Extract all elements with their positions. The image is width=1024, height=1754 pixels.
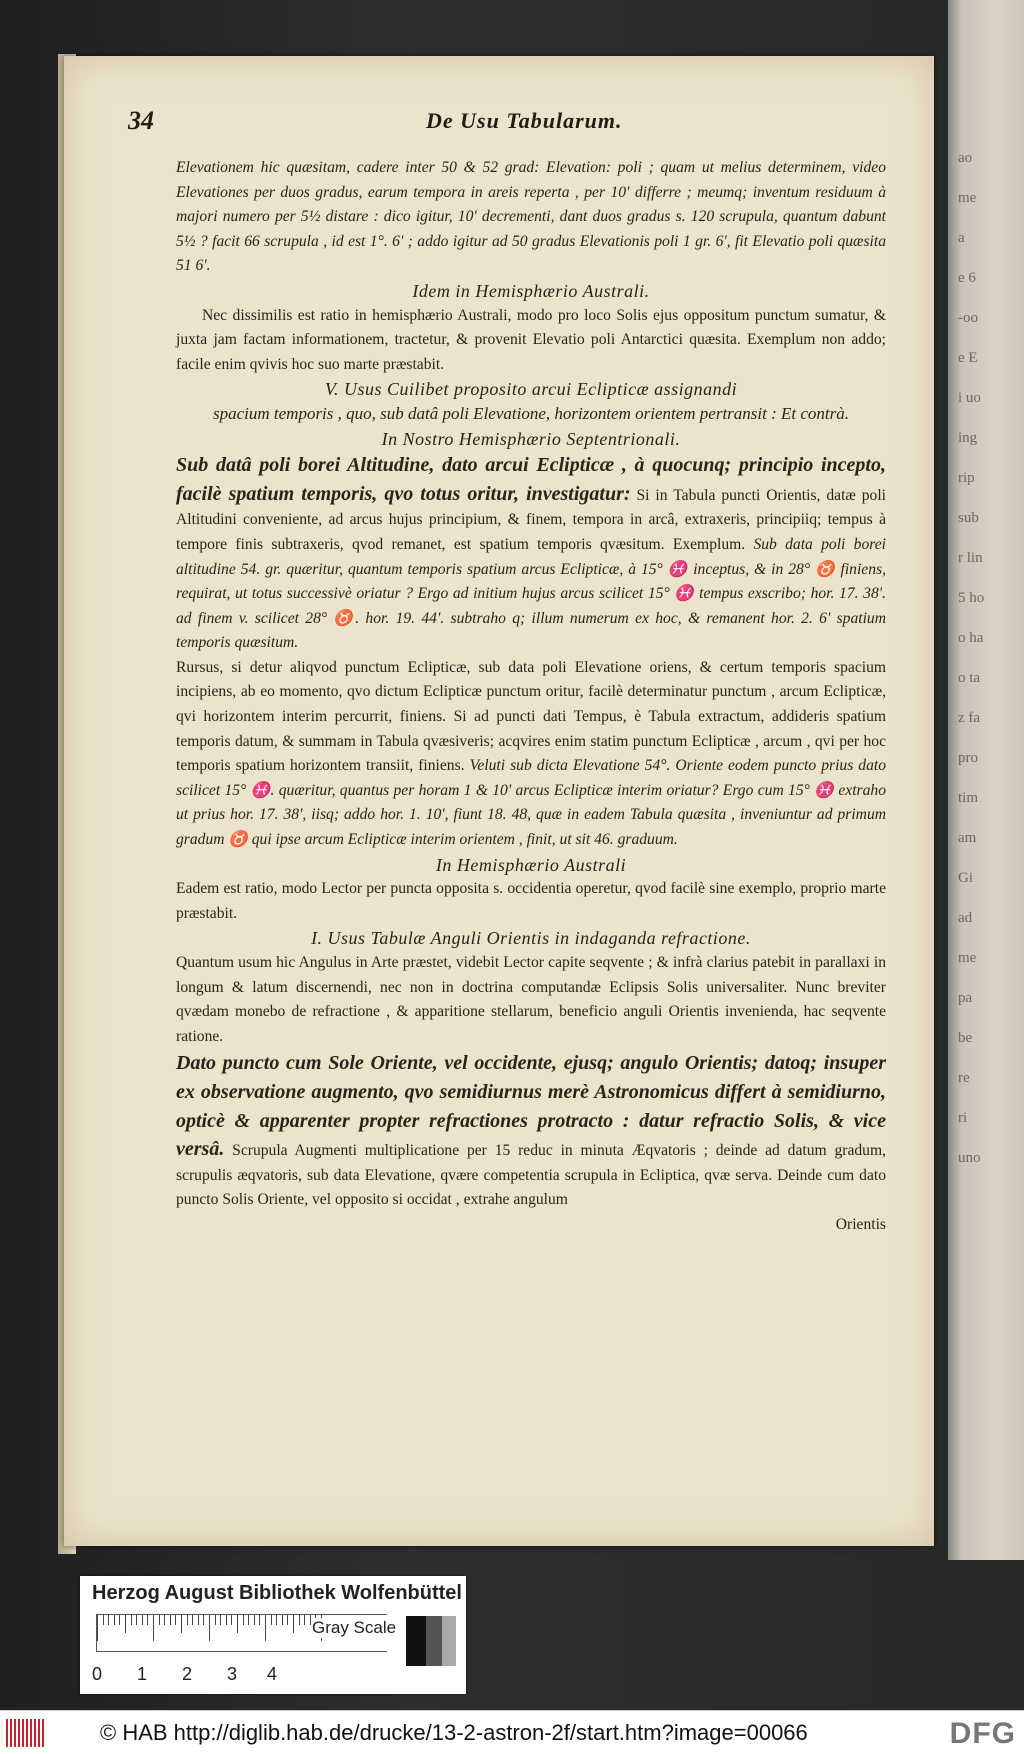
facing-page-text: ad [958, 910, 973, 926]
ruler-tick [265, 1615, 266, 1641]
ruler-tick [97, 1615, 98, 1641]
library-name: Herzog August Bibliothek Wolfenbüttel [92, 1582, 462, 1604]
heading-usus-v: V. Usus Cuilibet proposito arcui Eclipticæ assignandi [324, 379, 738, 400]
ruler-tick [147, 1615, 148, 1625]
facing-page-text: 5 ho [958, 590, 985, 606]
page-text [176, 156, 886, 1238]
facing-page-text: uno [958, 1150, 981, 1166]
rule-example: Sub data poli borei altitudine 54. gr. quæritur, quantum temporis spatium arcus Eclipticæ, à 15° ♓ inceptus, & in 28° ♉ finiens, requirat, ut totus successivè oriatur ? Ergo ad initium hujus arcus scilicet 15° ♓ tempus exscribo; hor. 17. 38'. ad finem v. scilicet 28° ♉. hor. 19. 44'. subtraho q; illum numerum ex hoc, & remanent hor. 2. 6' spatium temporis quæsitum. [176, 535, 887, 652]
paragraph-quantum: Quantum usum hic Angulus in Arte præstet, videbit Lector capite seqvente ; & infrà clarius patebit in parallaxi in longum & latum discernendi, nec non in doctrina computandæ Eclipsis Solis universaliter. Nunc breviter qvædam monebo de refractione , & apparitione stellarum, beneficio anguli Orientis invenienda, hac seqvente ratione. [176, 954, 886, 1045]
ruler-tick [276, 1615, 277, 1625]
heading-hemisphere-australi: Idem in Hemisphærio Australi. [412, 280, 650, 301]
ruler-tick [187, 1615, 188, 1625]
color-scale-card [80, 1576, 466, 1694]
ruler-number: 3 [227, 1664, 238, 1684]
ruler-tick [282, 1615, 283, 1625]
facing-page-text: o ta [958, 670, 981, 686]
ruler-tick [271, 1615, 272, 1625]
dfg-logo: DFG [949, 1717, 1016, 1750]
ruler-tick [175, 1615, 176, 1625]
facing-page-text: am [958, 830, 977, 846]
ruler-tick [209, 1615, 210, 1641]
facing-page-text: ri [958, 1110, 968, 1126]
facing-page-text: me [958, 190, 977, 206]
refraction-rule: Dato puncto cum Sole Oriente, vel occidente, ejusq; angulo Orientis; datoq; insuper ex observatione augmento, qvo semidiurnus merè Astronomicus differt à semidiurno, opticè & apparenter propter refractiones protracto : datur refractio Solis, & vice versâ. [176, 1052, 886, 1161]
facing-page-text: me [958, 950, 977, 966]
facing-page-edge [948, 0, 1024, 1560]
facing-page-text: sub [958, 510, 979, 526]
footer-bar [0, 1710, 1024, 1754]
page-number: 34 [128, 106, 154, 135]
ruler-tick [237, 1615, 238, 1633]
facing-page-text: Gi [958, 870, 973, 886]
heading-usus-i: I. Usus Tabulæ Anguli Orientis in indaganda refractione. [311, 928, 751, 949]
ruler-tick [293, 1615, 294, 1633]
facing-page-text: o ha [958, 630, 984, 646]
ruler-tick [198, 1615, 199, 1625]
ruler-tick [259, 1615, 260, 1625]
facing-page-text: a [958, 230, 965, 246]
ruler-tick [203, 1615, 204, 1625]
facing-page-text: rip [958, 470, 975, 486]
ruler-tick [153, 1615, 154, 1641]
paragraph-elevation-example: Elevationem hic quæsitam, cadere inter 50 & 52 grad: Elevation: poli ; quam ut melius determinem, video Elevationes per duos gradus, earum tempora in areis reperta , per 10' differre ; meumq; inventum residuum à majori numero per 5½ distare : dico igitur, 10' decrementi, dant duos gradus s. 120 scrupula, quantum dabunt 5½ ? facit 66 scrupula , id est 1°. 6' ; addo igitur ad 50 gradus Elevationis poli 1 gr. 6', fit Elevatio poli quæsita 51 6'. [176, 159, 886, 275]
heading-usus-v-cont: spacium temporis , quo, sub datâ poli Elevatione, horizontem orientem pertransit : Et contrà. [212, 403, 850, 423]
ruler-tick [287, 1615, 288, 1625]
ruler-tick [304, 1615, 305, 1625]
ruler-tick [231, 1615, 232, 1625]
ruler-tick [170, 1615, 171, 1625]
refraction-method: Scrupula Augmenti multiplicatione per 15 reduc in minuta Æqvatoris ; deinde ad datum gradum, scrupulis æqvatoris, sub data Elevatione, qvære competentia scrupula in Ecliptica, qvæ serva. Deinde cum dato puncto Solis Oriente, vel opposito si occidat , extrahe angulum [176, 1142, 886, 1209]
facing-page-text: pa [958, 990, 973, 1006]
facing-page-text: tim [958, 790, 979, 806]
barcode-icon [6, 1719, 46, 1747]
paragraph-australi: Nec dissimilis est ratio in hemisphærio Australi, modo pro loco Solis ejus oppositum punctum sumatur, & juxta jam factam informationem, tractetur, & provenit Elevatio poli Antarctici quæsita. Exemplum non addo; facile enim qvivis hoc suo marte præstabit. [176, 306, 886, 373]
ruler-tick [159, 1615, 160, 1625]
paragraph-rursus [176, 656, 886, 853]
facing-page-text: pro [958, 750, 978, 766]
gray-scale-label: Gray Scale [312, 1618, 397, 1637]
running-head: De Usu Tabularum. [426, 108, 623, 133]
source-url[interactable]: © HAB http://diglib.hab.de/drucke/13-2-astron-2f/start.htm?image=00066 [100, 1720, 808, 1745]
gray-swatch-light [442, 1616, 456, 1666]
ruler-tick [226, 1615, 227, 1625]
ruler-tick [299, 1615, 300, 1625]
heading-australi-2: In Hemisphærio Australi [435, 854, 627, 875]
ruler-tick [310, 1615, 311, 1625]
facing-page-text: e E [958, 350, 978, 366]
paragraph-eadem: Eadem est ratio, modo Lector per puncta opposita s. occidentia operetur, qvod facilè sine exemplo, proprio marte præstabit. [176, 880, 886, 922]
facing-page-text: r lin [958, 550, 983, 566]
paragraph-rule-v [176, 451, 886, 656]
ruler-number: 0 [92, 1664, 103, 1684]
ruler-tick [114, 1615, 115, 1625]
facing-page-text: e 6 [958, 270, 976, 286]
paragraph-dato-puncto [176, 1049, 886, 1213]
gray-swatch-dark [426, 1616, 442, 1666]
ruler-number: 4 [267, 1664, 278, 1684]
ruler-tick [125, 1615, 126, 1633]
ruler-tick [248, 1615, 249, 1625]
book-page [64, 56, 934, 1546]
ruler-tick [192, 1615, 193, 1625]
facing-page-text: be [958, 1030, 973, 1046]
facing-page-text: ing [958, 430, 978, 446]
ruler-tick [131, 1615, 132, 1625]
gray-swatch-black [406, 1616, 426, 1666]
rursus-example: Veluti sub dicta Elevatione 54°. Oriente eodem puncto prius dato scilicet 15° ♓. quæritur, quantus per horam 1 & 10' arcus Eclipticæ interim oriatur? Ergo cum 15° ♓ extraho ut prius hor. 17. 38', iisq; addo hor. 1. 10', fiunt 18. 48, quæ in eadem Tabula quæsita , inveniuntur ad primum gradum ♉ qui ipse arcum Eclipticæ interim orientem , finit, ut sit 46. graduum. [176, 757, 886, 849]
ruler-tick [103, 1615, 104, 1625]
rule-explanation: Si in Tabula puncti Orientis, datæ poli Altitudini conveniente, ad arcus hujus principium, & finem, tempora in arcâ, extraxeris, principiiq; tempus à tempore finis subtraxeris, qvod remanet, est spatium temporis qvæsitum. Exemplum. [176, 486, 887, 553]
ruler-tick [215, 1615, 216, 1625]
ruler-tick [254, 1615, 255, 1625]
ruler-tick [142, 1615, 143, 1625]
ruler-tick [119, 1615, 120, 1625]
ruler-number: 2 [182, 1664, 193, 1684]
ruler-tick [108, 1615, 109, 1625]
ruler-tick [164, 1615, 165, 1625]
ruler-tick [136, 1615, 137, 1625]
facing-page-text: i uo [958, 390, 981, 406]
facing-page-text: z fa [958, 710, 981, 726]
rursus-text: Rursus, si detur aliqvod punctum Eclipticæ, sub data poli Elevatione oriens, & certum temporis spacium incipiens, ab eo momento, qvo dictum Eclipticæ punctum oritur, facilè determinatur punctum , arcum Eclipticæ, qvi horizontem interim percurrit, finiens. Si ad puncti dati Tempus, è Tabula extractum, addideris spatium temporis datum, & summam in Tabula qvæsiveris; acqvires enim statim punctum Eclipticæ , arcum , qvi per hoc temporis spatium horizontem transiit, finiens. [176, 658, 886, 775]
facing-page-text: ao [958, 150, 973, 166]
rule-statement: Sub datâ poli borei Altitudine, dato arcui Eclipticæ , à quocunq; principio incepto, facilè spatium temporis, qvo totus oritur, investigatur: [176, 454, 886, 505]
catchword: Orientis [835, 1215, 886, 1233]
facing-page-text: re [958, 1070, 970, 1086]
ruler-tick [181, 1615, 182, 1633]
ruler-number: 1 [137, 1664, 148, 1684]
ruler-tick [243, 1615, 244, 1625]
ruler-tick [220, 1615, 221, 1625]
facing-page-text: -oo [958, 310, 978, 326]
heading-septentrionali: In Nostro Hemisphærio Septentrionali. [381, 428, 681, 449]
